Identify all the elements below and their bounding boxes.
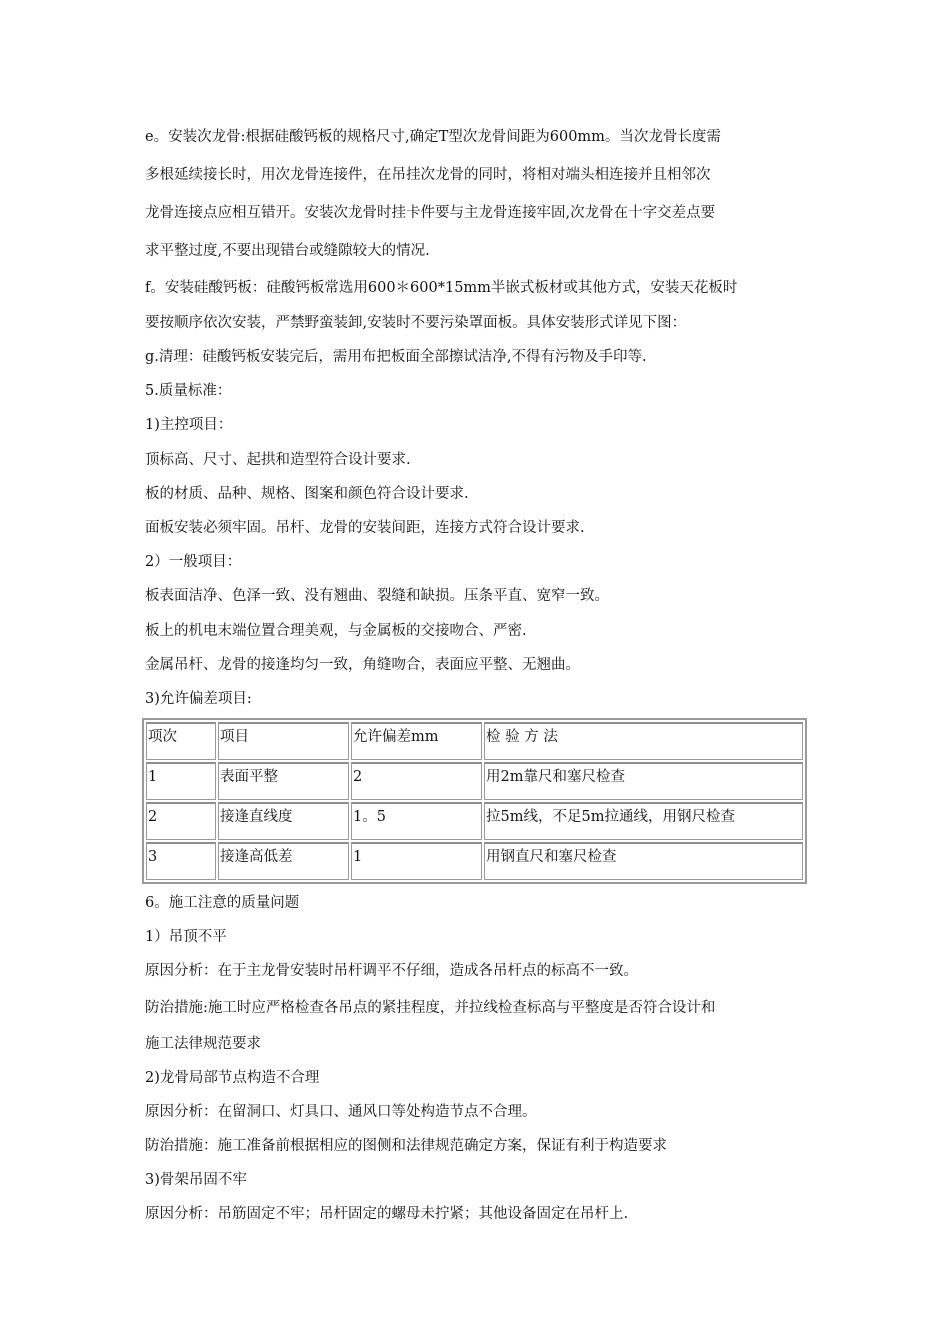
quality-heading: 5.质量标准： [145, 383, 232, 400]
table-cell: 拉5m线，不足5m拉通线，用钢尺检查 [484, 802, 803, 840]
section-e-line: e。安装次龙骨:根据硅酸钙板的规格尺寸,确定T型次龙骨间距为600mm。当次龙骨长度需 [145, 129, 721, 145]
table-cell: 接逢高低差 [218, 842, 349, 880]
section-e-line: 多根延续接长时，用次龙骨连接件，在吊挂次龙骨的同时，将相对端头相连接并且相邻次 [145, 167, 711, 183]
table-cell: 1。5 [351, 802, 482, 840]
table-cell: 3 [146, 842, 216, 880]
table-cell: 接逢直线度 [218, 802, 349, 840]
section-e-line: 龙骨连接点应相互错开。安装次龙骨时挂卡件要与主龙骨连接牢固,次龙骨在十字交差点要 [145, 205, 716, 221]
section-f [145, 270, 815, 340]
table-cell: 表面平整 [218, 762, 349, 800]
table-header-cell: 允许偏差mm [351, 722, 482, 760]
table-cell: 1 [351, 842, 482, 880]
section-e-line: 求平整过度,不要出现错台或缝隙较大的情况. [145, 243, 430, 259]
general-item: 板上的机电末端位置合理美观，与金属板的交接吻合、严密. [145, 622, 527, 639]
table-cell: 2 [351, 762, 482, 800]
document-page [145, 118, 815, 1232]
deviation-table [142, 718, 807, 884]
section-e [145, 118, 815, 270]
table-header-cell: 检 验 方 法 [484, 722, 803, 760]
table-row [146, 842, 803, 880]
table-cell: 2 [146, 802, 216, 840]
issue-cause: 原因分析：吊筋固定不牢；吊杆固定的螺母未拧紧；其他设备固定在吊杆上. [145, 1206, 629, 1223]
issue-title: 1）吊顶不平 [145, 929, 227, 946]
deviation-heading: 3)允许偏差项目: [145, 690, 252, 707]
general-item: 金属吊杆、龙骨的接逢均匀一致，角缝吻合，表面应平整、无翘曲。 [145, 656, 580, 673]
issue-cause: 原因分析：在留洞口、灯具口、通风口等处构造节点不合理。 [145, 1103, 537, 1120]
table-header-row [146, 722, 803, 760]
table-row [146, 802, 803, 840]
issue-cause: 原因分析：在于主龙骨安装时吊杆调平不仔细，造成各吊杆点的标高不一致。 [145, 963, 638, 980]
section-f-line: f。安装硅酸钙板：硅酸钙板常选用600＊600*15mm半嵌式板材或其他方式，安装天花板时 [145, 280, 738, 296]
main-item: 顶标高、尺寸、起拱和造型符合设计要求. [145, 451, 411, 468]
section-f-line: 要按顺序依次安装，严禁野蛮装卸,安装时不要污染罩面板。具体安装形式详见下图： [145, 315, 687, 331]
main-item: 面板安装必须牢固。吊杆、龙骨的安装间距，连接方式符合设计要求. [145, 519, 585, 536]
table-cell: 用2m靠尺和塞尺检查 [484, 762, 803, 800]
issue-title: 3)骨架吊固不牢 [145, 1172, 247, 1189]
table-cell: 1 [146, 762, 216, 800]
table-cell: 用钢直尺和塞尺检查 [484, 842, 803, 880]
issues-heading: 6。施工注意的质量问题 [145, 895, 300, 912]
main-item: 板的材质、品种、规格、图案和颜色符合设计要求. [145, 485, 469, 502]
issue-fix-line: 施工法律规范要求 [145, 1035, 261, 1052]
table-header-cell: 项次 [146, 722, 216, 760]
table-header-cell: 项目 [218, 722, 349, 760]
general-item: 板表面洁净、色泽一致、没有翘曲、裂缝和缺损。压条平直、宽窄一致。 [145, 588, 609, 605]
general-items-heading: 2）一般项目： [145, 554, 242, 571]
issue-title: 2)龙骨局部节点构造不合理 [145, 1069, 320, 1086]
main-items-heading: 1)主控项目： [145, 417, 233, 434]
table-row [146, 762, 803, 800]
section-g: g.清理：硅酸钙板安装完后，需用布把板面全部擦试洁净,不得有污物及手印等. [145, 349, 647, 365]
issue-fix-line: 防治措施:施工时应严格检查各吊点的紧挂程度，并拉线检查标高与平整度是否符合设计和 [145, 999, 716, 1016]
issue-fix: 防治措施：施工准备前根据相应的图侧和法律规范确定方案，保证有利于构造要求 [145, 1138, 667, 1154]
